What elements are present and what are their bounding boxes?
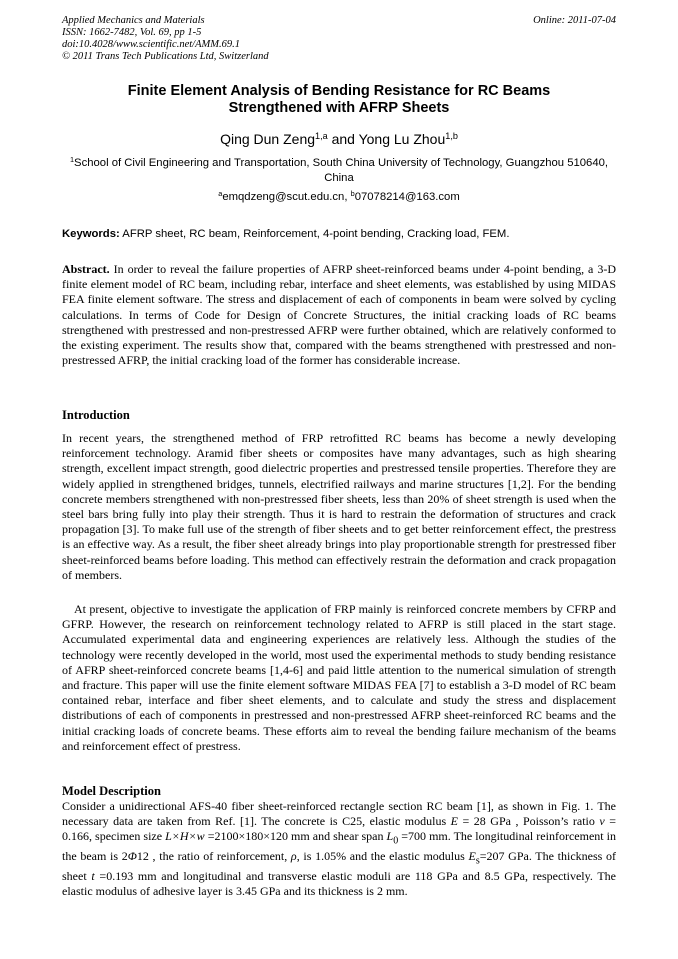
- model-text-4: =2100×180×120 mm and shear span: [204, 829, 387, 844]
- keywords: [62, 227, 616, 242]
- affiliation-marker: 1: [69, 154, 75, 164]
- affiliation: [62, 156, 616, 186]
- email-b: 07078214@163.com: [354, 191, 460, 203]
- model-text-7: , is 1.05% and the elastic modulus: [296, 849, 469, 863]
- author-1-affil: 1,a: [315, 131, 328, 141]
- symbol-Es-sub: s: [475, 855, 480, 867]
- email-b-marker: b: [350, 188, 355, 198]
- model-text-1: Consider a unidirectional AFS-40 fiber sheet-reinforced rectangle section RC beam [1], as shown in Fig. 1. The necessary data are taken from Ref. [1]. The concrete is C25, elastic modulus: [62, 799, 616, 829]
- model-text-8: =207 GPa. The thickness of sheet: [62, 849, 616, 883]
- model-description-heading: Model Description: [62, 784, 161, 798]
- introduction-heading: Introduction: [62, 408, 130, 422]
- paper-title: [62, 83, 616, 117]
- title-line-1: Finite Element Analysis of Bending Resistance for RC Beams: [127, 83, 551, 99]
- model-text-3: = 0.166, specimen size: [62, 814, 616, 844]
- symbol-E: E: [450, 814, 458, 829]
- journal-name: Applied Mechanics and Materials: [62, 15, 205, 26]
- symbol-L0-sub: 0: [393, 835, 399, 847]
- abstract: [62, 262, 616, 368]
- email-a: emqdzeng@scut.edu.cn,: [222, 191, 351, 203]
- model-description-paragraph: [62, 799, 616, 899]
- affiliation-text: School of Civil Engineering and Transportation, South China University of Technology, Guangzhou 510640, China: [74, 157, 609, 184]
- symbol-L0: L: [386, 829, 394, 844]
- author-conjunction: and: [327, 131, 359, 147]
- copyright-line: © 2011 Trans Tech Publications Ltd, Switzerland: [62, 51, 269, 62]
- symbol-phi: Φ: [127, 849, 137, 863]
- journal-header: [62, 15, 616, 63]
- symbol-rho: ρ: [290, 849, 297, 863]
- introduction-paragraph-2: At present, objective to investigate the application of FRP mainly is reinforced concrete members by CFRP and GFRP. However, the research on reinforcement technology related to AFRP is still placed in the start stage. Accumulated experimental data and engineering experiences are relatively less. Although the studies of the technology were recently developed in the world, most used the experimental methods to study bending resistance of AFRP sheet-reinforced concrete beams [1,4-6] and paid little attention to the numerical simulation of strength and fracture. This paper will use the finite element software MIDAS FEA [7] to establish a 3-D model of RC beam contained rebar, interface and fiber sheet elements, and to calculate and study the stress and displacement distributions of each of components in prestressed and non-prestressed AFRP sheet-reinforced RC beams and the initial cracking loads of concrete beams. These efforts aim to reveal the bending failure mechanism of the beams and reinforcement effect of prestress.: [62, 602, 616, 753]
- author-list: [62, 130, 616, 148]
- title-line-2: Strengthened with AFRP Sheets: [228, 100, 450, 116]
- keywords-label: Keywords:: [62, 228, 120, 240]
- model-text-5: =700 mm. The longitudinal reinforcement in the beam is 2: [62, 829, 616, 863]
- symbol-nu: ν: [599, 814, 605, 829]
- introduction-paragraph-1: In recent years, the strengthened method of FRP retrofitted RC beams has become a newly developing reinforcement technology. Aramid fiber sheets or composites have many advantages, such as high shearing strength, excellent impact strength, good dielectric properties and prestressed tensile properties. Therefore they are widely applied in strengthened bridges, tunnels, electrified railways and marine structures [1,2]. For the bending concrete members strengthened with non-prestressed fiber sheets, less than 20% of sheet strength is used when the steel bars bring fully into play their strength. Thus it is hard to restrain the deformation of structures and crack propagation [3]. To make full use of the strength of fiber sheets and to get better reinforcement effect, the prestress is an effective way. As a result, the fiber sheet already brings into play proportionable strength for prestressed fiber sheet-reinforced beams before loading. This method can effectively restrain the deformation and crack propagation of members.: [62, 431, 616, 582]
- model-text-6: 12 , the ratio of reinforcement,: [136, 849, 291, 863]
- email-a-marker: a: [218, 188, 223, 198]
- author-2-affil: 1,b: [445, 131, 458, 141]
- online-date: Online: 2011-07-04: [533, 15, 616, 26]
- doi-line: doi:10.4028/www.scientific.net/AMM.69.1: [62, 39, 240, 50]
- model-text-9: =0.193 mm and longitudinal and transverse elastic moduli are 118 GPa and 8.5 GPa, respectively. The elastic modulus of adhesive layer is 3.45 GPa and its thickness is 2 mm.: [62, 868, 617, 898]
- issn-line: ISSN: 1662-7482, Vol. 69, pp 1-5: [62, 27, 202, 38]
- abstract-text: In order to reveal the failure properties of AFRP sheet-reinforced beams under 4-point bending, a 3-D finite element model of RC beam, including rebar, interface and sheet elements, was established by using MIDAS FEA finite element software. The stress and displacement of each of components in beam were solved by cycling calculations. In terms of Code for Design of Concrete Structures, the initial cracking loads of RC beams strengthened with prestressed and non-prestressed AFRP were further obtained, which are relatively conformed to the existing experiment. The results show that, compared with the beams strengthened with prestressed and non-prestressed AFRP, the initial cracking load of the former has considerable increase.: [62, 262, 616, 368]
- model-text-2: = 28 GPa , Poisson’s ratio: [458, 814, 600, 829]
- author-emails: [62, 190, 616, 205]
- author-1: Qing Dun Zeng: [220, 131, 316, 147]
- author-2: Yong Lu Zhou: [358, 131, 446, 147]
- symbol-LHw: L×H×w: [165, 829, 205, 844]
- abstract-label: Abstract.: [62, 262, 110, 276]
- symbol-t: t: [91, 868, 95, 883]
- keywords-text: AFRP sheet, RC beam, Reinforcement, 4-point bending, Cracking load, FEM.: [119, 228, 510, 240]
- symbol-Es: E: [468, 849, 476, 863]
